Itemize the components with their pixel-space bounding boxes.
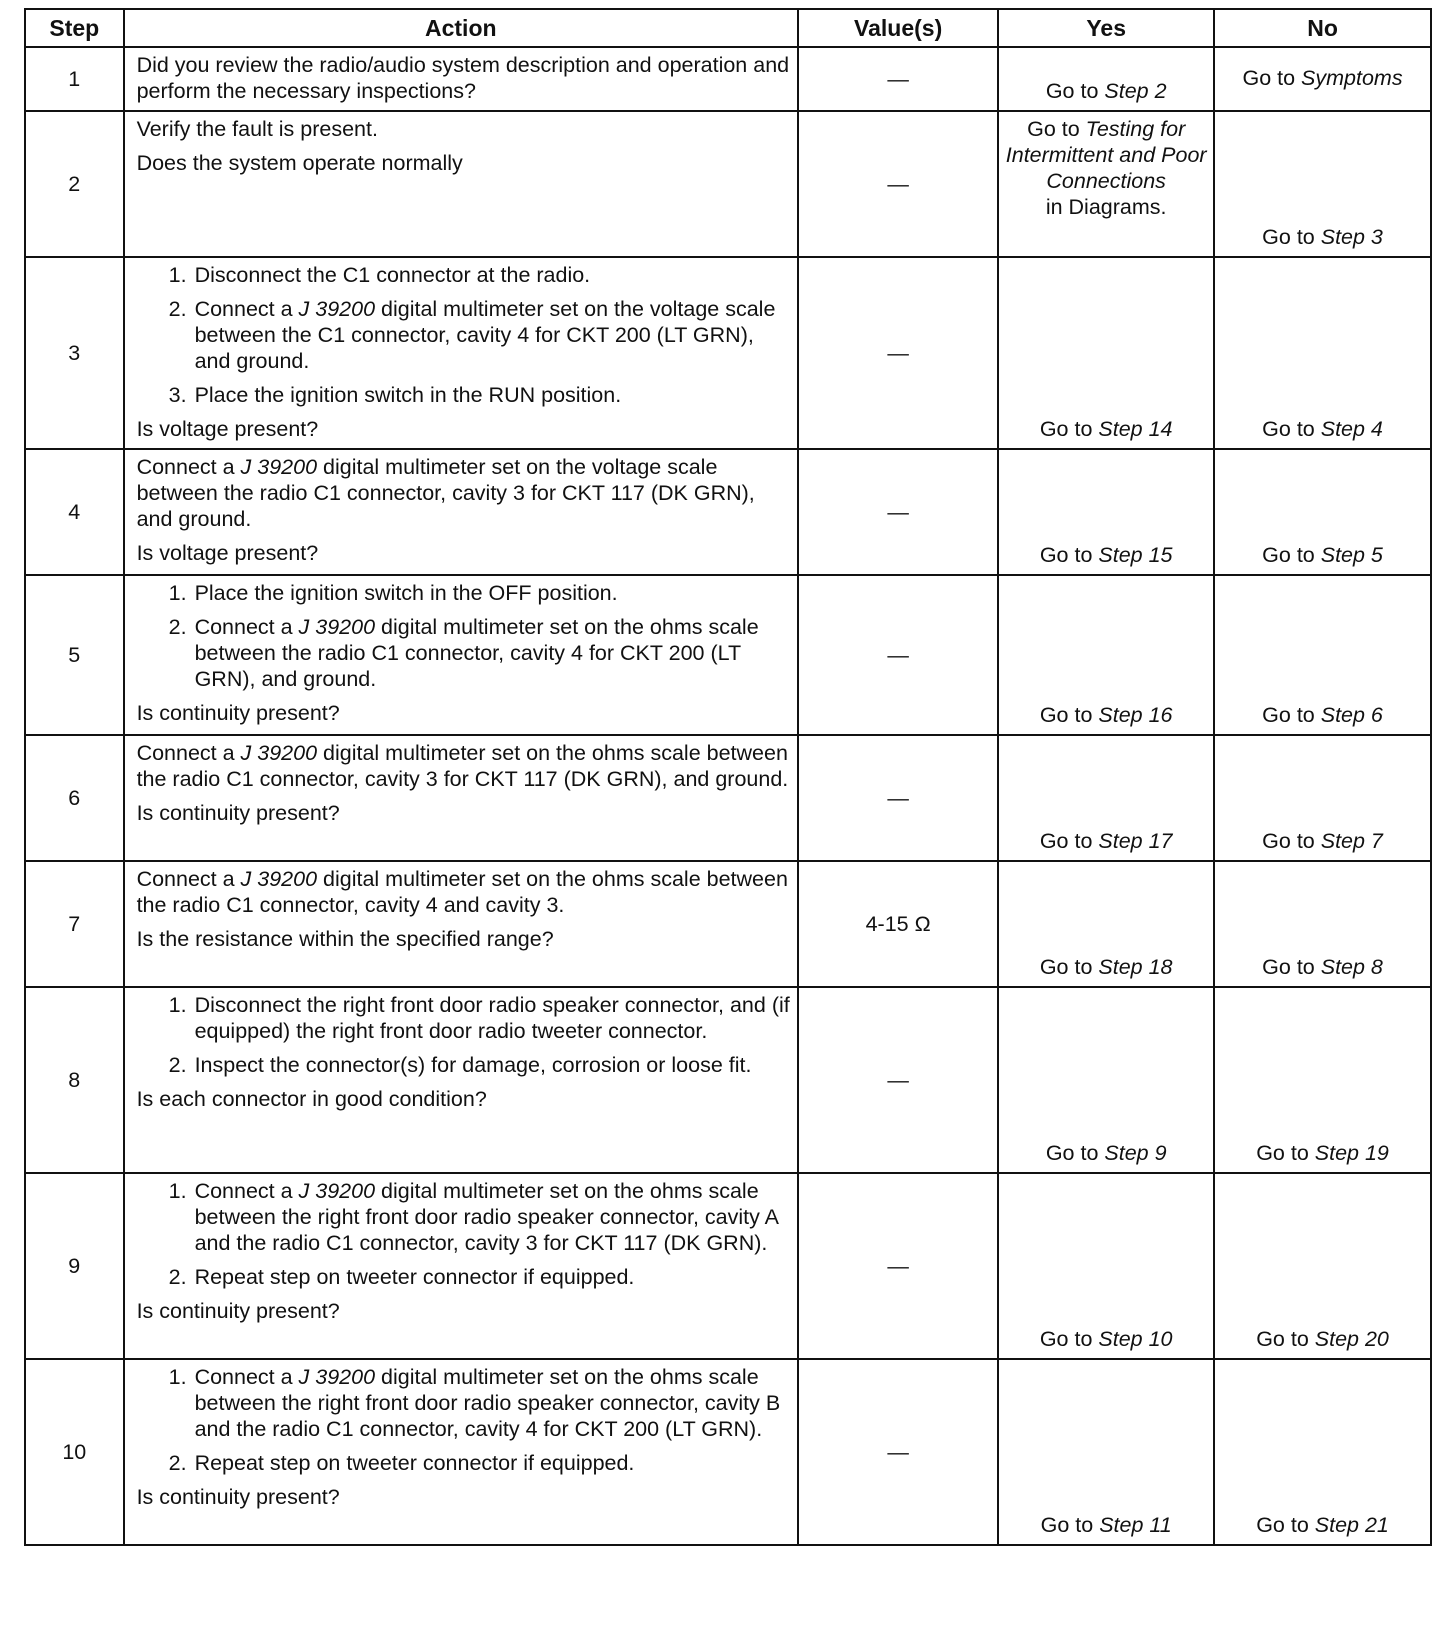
yes-prefix: Go to bbox=[1039, 417, 1099, 441]
no-cell bbox=[1214, 1173, 1431, 1359]
yes-prefix: Go to bbox=[1039, 955, 1099, 979]
yes-prefix: Go to bbox=[1027, 117, 1086, 141]
value-cell: 4-15 Ω bbox=[798, 861, 998, 987]
action-text: Connect a bbox=[136, 455, 241, 479]
yes-target-link[interactable]: Step 11 bbox=[1099, 1513, 1172, 1537]
no-target-link[interactable]: Step 21 bbox=[1314, 1513, 1389, 1537]
header-row bbox=[25, 9, 1431, 47]
yes-reference bbox=[1040, 703, 1173, 727]
yes-cell bbox=[998, 861, 1214, 987]
value-cell: — bbox=[798, 449, 998, 575]
no-target-link[interactable]: Step 7 bbox=[1320, 829, 1383, 853]
action-line: Did you review the radio/audio system description and operation and perform the necessary inspections? bbox=[136, 53, 790, 103]
table-row bbox=[25, 1173, 1431, 1359]
action-cell bbox=[124, 111, 798, 257]
yes-suffix: in Diagrams. bbox=[1045, 195, 1167, 219]
action-question: Is continuity present? bbox=[136, 801, 340, 825]
step-number: 4 bbox=[25, 449, 124, 575]
action-cell bbox=[124, 987, 798, 1173]
no-reference bbox=[1262, 955, 1383, 979]
yes-target-link[interactable]: Step 16 bbox=[1098, 703, 1173, 727]
action-cell bbox=[124, 1173, 798, 1359]
action-text: digital multimeter set on the voltage scale between the C1 connector, cavity 4 for CKT 200 (LT GRN), and ground. bbox=[194, 297, 776, 373]
action-text: Place the ignition switch in the OFF position. bbox=[194, 581, 618, 605]
action-text: Connect a bbox=[194, 1179, 299, 1203]
yes-reference bbox=[1041, 1513, 1172, 1537]
header-action: Action bbox=[124, 9, 798, 47]
yes-reference bbox=[1040, 829, 1173, 853]
action-text: Place the ignition switch in the RUN position. bbox=[194, 383, 622, 407]
yes-prefix: Go to bbox=[1039, 1327, 1099, 1351]
yes-target-link[interactable]: Step 10 bbox=[1098, 1327, 1173, 1351]
action-text: Repeat step on tweeter connector if equipped. bbox=[194, 1265, 635, 1289]
yes-cell bbox=[998, 1173, 1214, 1359]
action-step-item bbox=[193, 1450, 791, 1476]
no-reference bbox=[1262, 829, 1383, 853]
no-cell bbox=[1214, 735, 1431, 861]
table-row bbox=[25, 47, 1431, 111]
action-question: Is the resistance within the specified range? bbox=[136, 927, 554, 951]
action-question: Is voltage present? bbox=[136, 417, 319, 441]
action-text: digital multimeter set on the ohms scale between the right front door radio speaker connector, cavity A and the radio C1 connector, cavity 3 for CKT 117 (DK GRN). bbox=[194, 1179, 778, 1255]
yes-cell bbox=[998, 257, 1214, 449]
table-row bbox=[25, 735, 1431, 861]
header-values: Value(s) bbox=[798, 9, 998, 47]
yes-prefix: Go to bbox=[1045, 1141, 1105, 1165]
no-target-link[interactable]: Step 19 bbox=[1314, 1141, 1389, 1165]
yes-cell bbox=[998, 47, 1214, 111]
action-step-list bbox=[137, 262, 791, 408]
yes-cell bbox=[998, 1359, 1214, 1545]
action-text: Connect a bbox=[194, 1365, 299, 1389]
action-step-list bbox=[137, 1364, 791, 1476]
yes-reference bbox=[1040, 417, 1173, 441]
value-cell: — bbox=[798, 111, 998, 257]
step-number: 5 bbox=[25, 575, 124, 735]
value-cell: — bbox=[798, 257, 998, 449]
table-row bbox=[25, 1359, 1431, 1545]
step-number: 3 bbox=[25, 257, 124, 449]
action-text: digital multimeter set on the ohms scale between the radio C1 connector, cavity 3 for CKT 117 (DK GRN), and ground. bbox=[136, 741, 789, 791]
table-row bbox=[25, 861, 1431, 987]
action-text: digital multimeter set on the ohms scale between the radio C1 connector, cavity 4 and cavity 3. bbox=[136, 867, 788, 917]
table-row bbox=[25, 987, 1431, 1173]
no-reference bbox=[1262, 225, 1383, 249]
value-cell: — bbox=[798, 987, 998, 1173]
value-cell: — bbox=[798, 575, 998, 735]
yes-prefix: Go to bbox=[1045, 79, 1105, 103]
header-no: No bbox=[1214, 9, 1431, 47]
action-step-item bbox=[193, 1364, 791, 1442]
no-reference bbox=[1256, 1513, 1389, 1537]
table-row bbox=[25, 111, 1431, 257]
yes-prefix: Go to bbox=[1039, 829, 1099, 853]
action-question: Is continuity present? bbox=[136, 1485, 340, 1509]
action-text: digital multimeter set on the voltage scale between the radio C1 connector, cavity 3 for CKT 117 (DK GRN), and ground. bbox=[136, 455, 755, 531]
action-line: Verify the fault is present. bbox=[136, 117, 378, 141]
action-text: Connect a bbox=[194, 297, 299, 321]
yes-target-link[interactable]: Step 15 bbox=[1098, 543, 1173, 567]
action-text: Repeat step on tweeter connector if equipped. bbox=[194, 1451, 635, 1475]
no-cell bbox=[1214, 47, 1431, 111]
no-prefix: Go to bbox=[1262, 955, 1321, 979]
action-cell bbox=[124, 449, 798, 575]
no-cell bbox=[1214, 575, 1431, 735]
table-row bbox=[25, 449, 1431, 575]
action-step-list bbox=[137, 1178, 791, 1290]
tool-name: J 39200 bbox=[298, 297, 376, 321]
tool-name: J 39200 bbox=[240, 741, 318, 765]
no-reference bbox=[1256, 1327, 1389, 1351]
step-number: 8 bbox=[25, 987, 124, 1173]
no-target-link[interactable]: Step 4 bbox=[1320, 417, 1383, 441]
no-prefix: Go to bbox=[1242, 66, 1302, 90]
no-reference bbox=[1262, 417, 1383, 441]
action-step-item bbox=[193, 992, 791, 1044]
no-target-link[interactable]: Step 3 bbox=[1320, 225, 1383, 249]
no-prefix: Go to bbox=[1262, 543, 1321, 567]
no-cell bbox=[1214, 257, 1431, 449]
action-cell bbox=[124, 1359, 798, 1545]
table-row bbox=[25, 575, 1431, 735]
no-prefix: Go to bbox=[1256, 1513, 1315, 1537]
no-reference bbox=[1256, 1141, 1389, 1165]
yes-target-link[interactable]: Step 18 bbox=[1098, 955, 1173, 979]
action-step-list bbox=[137, 992, 791, 1078]
no-target-link[interactable]: Symptoms bbox=[1301, 66, 1403, 90]
yes-cell bbox=[998, 735, 1214, 861]
action-step-item bbox=[193, 1178, 791, 1256]
action-text: Disconnect the right front door radio speaker connector, and (if equipped) the right front door radio tweeter connector. bbox=[194, 993, 790, 1043]
value-cell: — bbox=[798, 735, 998, 861]
action-paragraph bbox=[137, 454, 791, 532]
action-step-item bbox=[193, 1052, 791, 1078]
no-cell bbox=[1214, 449, 1431, 575]
yes-cell bbox=[998, 449, 1214, 575]
table-body bbox=[25, 47, 1431, 1545]
action-step-item bbox=[193, 1264, 791, 1290]
action-text: Connect a bbox=[136, 741, 241, 765]
action-step-item bbox=[193, 262, 791, 288]
no-prefix: Go to bbox=[1262, 703, 1321, 727]
action-step-item bbox=[193, 580, 791, 606]
action-paragraph bbox=[137, 740, 791, 792]
action-cell bbox=[124, 47, 798, 111]
action-paragraph bbox=[137, 866, 791, 918]
yes-prefix: Go to bbox=[1039, 703, 1099, 727]
yes-reference bbox=[1046, 1141, 1167, 1165]
no-prefix: Go to bbox=[1256, 1141, 1315, 1165]
step-number: 1 bbox=[25, 47, 124, 111]
no-prefix: Go to bbox=[1262, 225, 1321, 249]
yes-target-link[interactable]: Step 17 bbox=[1098, 829, 1173, 853]
no-target-link[interactable]: Step 6 bbox=[1320, 703, 1383, 727]
tool-name: J 39200 bbox=[298, 1365, 376, 1389]
yes-reference bbox=[1046, 79, 1167, 103]
table-row bbox=[25, 257, 1431, 449]
action-text: Disconnect the C1 connector at the radio. bbox=[194, 263, 591, 287]
no-target-link[interactable]: Step 20 bbox=[1314, 1327, 1389, 1351]
no-cell bbox=[1214, 111, 1431, 257]
value-cell: — bbox=[798, 47, 998, 111]
yes-target-link[interactable]: Step 9 bbox=[1104, 1141, 1167, 1165]
no-prefix: Go to bbox=[1256, 1327, 1315, 1351]
no-cell bbox=[1214, 987, 1431, 1173]
value-cell: — bbox=[798, 1359, 998, 1545]
action-question: Is voltage present? bbox=[136, 541, 319, 565]
yes-prefix: Go to bbox=[1040, 1513, 1100, 1537]
action-text: digital multimeter set on the ohms scale between the right front door radio speaker connector, cavity B and the radio C1 connector, cavity 4 for CKT 200 (LT GRN). bbox=[194, 1365, 781, 1441]
yes-target-link[interactable]: Step 14 bbox=[1098, 417, 1173, 441]
no-cell bbox=[1214, 1359, 1431, 1545]
yes-target-link[interactable]: Step 2 bbox=[1104, 79, 1167, 103]
action-cell bbox=[124, 861, 798, 987]
step-number: 9 bbox=[25, 1173, 124, 1359]
no-reference bbox=[1242, 66, 1402, 90]
action-cell bbox=[124, 575, 798, 735]
no-prefix: Go to bbox=[1262, 829, 1321, 853]
no-target-link[interactable]: Step 5 bbox=[1320, 543, 1383, 567]
no-prefix: Go to bbox=[1262, 417, 1321, 441]
action-step-item bbox=[193, 296, 791, 374]
action-cell bbox=[124, 735, 798, 861]
tool-name: J 39200 bbox=[298, 615, 376, 639]
no-reference bbox=[1262, 543, 1383, 567]
tool-name: J 39200 bbox=[298, 1179, 376, 1203]
value-cell: — bbox=[798, 1173, 998, 1359]
step-number: 10 bbox=[25, 1359, 124, 1545]
yes-reference bbox=[1040, 955, 1173, 979]
yes-reference bbox=[1040, 543, 1173, 567]
step-number: 6 bbox=[25, 735, 124, 861]
step-number: 7 bbox=[25, 861, 124, 987]
tool-name: J 39200 bbox=[240, 867, 318, 891]
action-text: Connect a bbox=[194, 615, 299, 639]
action-step-list bbox=[137, 580, 791, 692]
no-reference bbox=[1262, 703, 1383, 727]
yes-cell bbox=[998, 987, 1214, 1173]
action-text: digital multimeter set on the ohms scale between the radio C1 connector, cavity 4 for CKT 200 (LT GRN), and ground. bbox=[194, 615, 759, 691]
yes-target-link[interactable]: Testing for Intermittent and Poor Connections bbox=[1005, 117, 1207, 193]
action-line: Does the system operate normally bbox=[136, 151, 463, 175]
yes-cell bbox=[998, 111, 1214, 257]
action-question: Is continuity present? bbox=[136, 701, 340, 725]
yes-reference bbox=[1001, 116, 1211, 220]
yes-prefix: Go to bbox=[1039, 543, 1099, 567]
yes-reference bbox=[1040, 1327, 1173, 1351]
yes-cell bbox=[998, 575, 1214, 735]
header-step: Step bbox=[25, 9, 124, 47]
action-cell bbox=[124, 257, 798, 449]
action-text: Connect a bbox=[136, 867, 241, 891]
step-number: 2 bbox=[25, 111, 124, 257]
action-text: Inspect the connector(s) for damage, corrosion or loose fit. bbox=[194, 1053, 752, 1077]
header-yes: Yes bbox=[998, 9, 1214, 47]
action-step-item bbox=[193, 614, 791, 692]
diagnostic-table bbox=[24, 8, 1432, 1546]
action-question: Is continuity present? bbox=[136, 1299, 340, 1323]
no-target-link[interactable]: Step 8 bbox=[1320, 955, 1383, 979]
no-cell bbox=[1214, 861, 1431, 987]
action-step-item bbox=[193, 382, 791, 408]
tool-name: J 39200 bbox=[240, 455, 318, 479]
action-question: Is each connector in good condition? bbox=[136, 1087, 487, 1111]
table-header bbox=[25, 9, 1431, 47]
